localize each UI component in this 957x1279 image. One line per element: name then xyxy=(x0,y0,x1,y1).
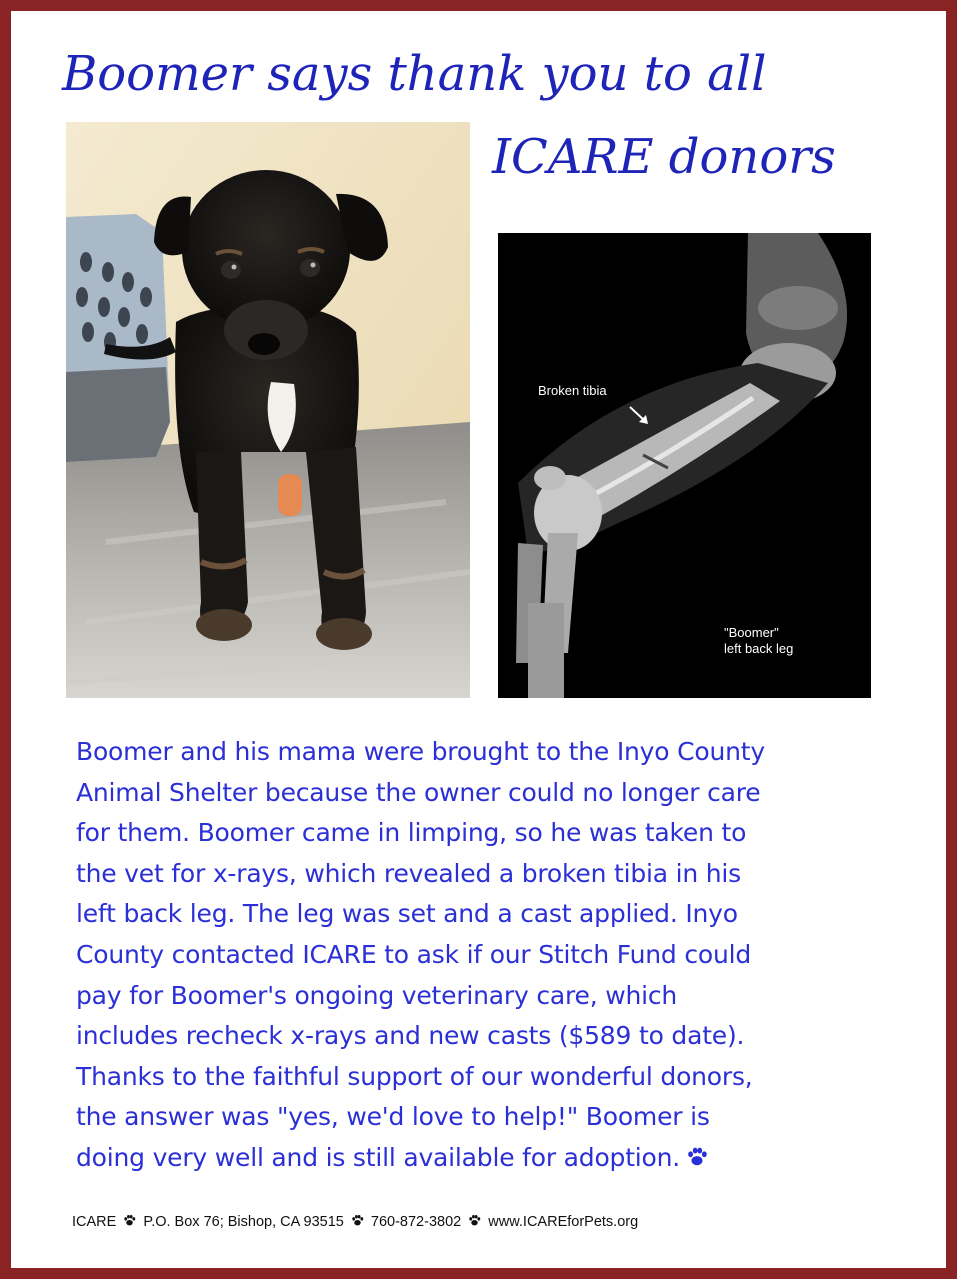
xray-caption xyxy=(724,625,793,658)
story-line: Thanks to the faithful support of our wonderful donors, xyxy=(76,1061,753,1091)
story-line: left back leg. The leg was set and a cast applied. Inyo xyxy=(76,899,738,929)
paw-icon xyxy=(686,1140,708,1181)
footer-website[interactable]: www.ICAREforPets.org xyxy=(488,1214,639,1230)
title-line-2: ICARE donors xyxy=(492,129,836,185)
xray-caption-detail: left back leg xyxy=(724,641,794,657)
xray-arrow-label: Broken tibia xyxy=(538,383,607,398)
story-line: for them. Boomer came in limping, so he was taken to xyxy=(76,818,747,848)
story-line: includes recheck x-rays and new casts ($589 to date). xyxy=(76,1021,745,1051)
footer-org: ICARE xyxy=(72,1214,117,1230)
paw-icon xyxy=(468,1214,481,1231)
xray-caption-name: "Boomer" xyxy=(724,625,779,640)
paw-icon xyxy=(123,1214,136,1231)
story-line: Boomer and his mama were brought to the Inyo County xyxy=(76,737,765,766)
story-line: pay for Boomer's ongoing veterinary care, which xyxy=(76,980,678,1010)
story-line: the vet for x-rays, which revealed a broken tibia in his xyxy=(76,858,741,888)
paw-icon xyxy=(351,1214,364,1231)
story-line: County contacted ICARE to ask if our Stitch Fund could xyxy=(76,939,752,969)
story-line-last xyxy=(76,1138,896,1181)
story-line-text: doing very well and is still available for adoption. xyxy=(76,1142,681,1172)
footer-contact xyxy=(72,1214,892,1231)
story-line: Animal Shelter because the owner could no longer care xyxy=(76,777,761,807)
puppy-photo xyxy=(66,122,470,698)
story-paragraph xyxy=(76,732,896,1181)
title-line-1: Boomer says thank you to all xyxy=(62,46,767,102)
footer-address: P.O. Box 76; Bishop, CA 93515 xyxy=(143,1214,344,1230)
xray-image xyxy=(498,233,871,698)
footer-phone: 760-872-3802 xyxy=(370,1214,462,1230)
story-line: the answer was "yes, we'd love to help!" Boomer is xyxy=(76,1102,710,1132)
